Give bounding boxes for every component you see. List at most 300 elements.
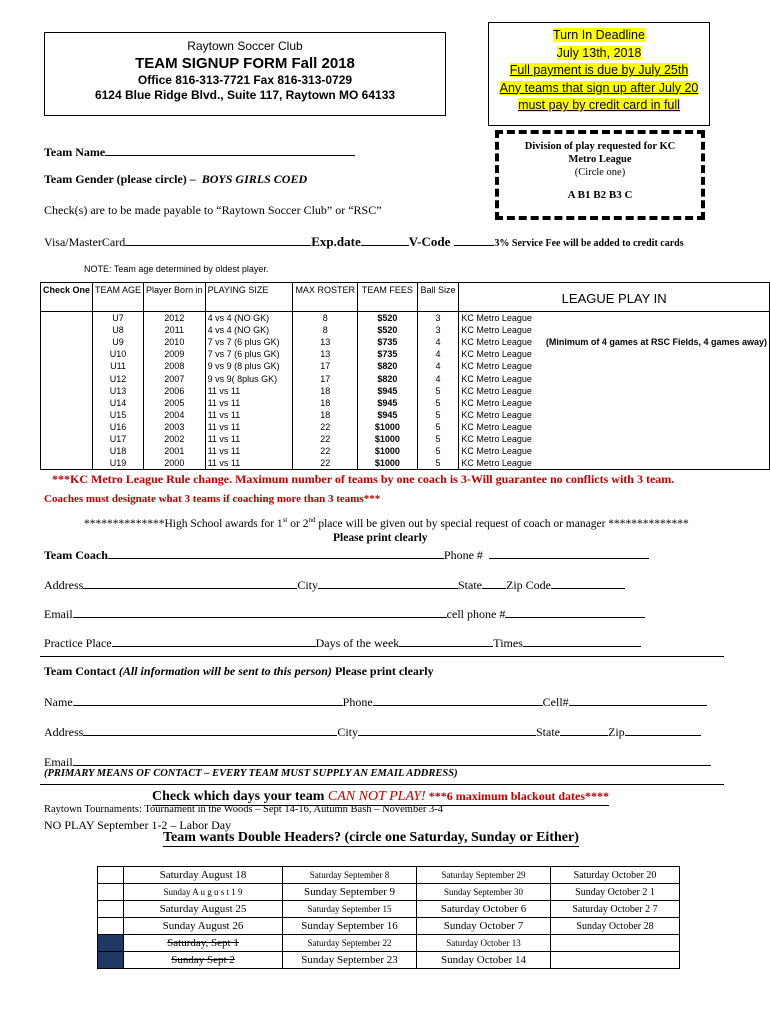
fee-cell-text: $735 <box>377 337 398 348</box>
check-cell[interactable] <box>41 397 93 409</box>
league-cell-text: KC Metro League <box>461 397 532 408</box>
date-cell[interactable] <box>551 901 680 918</box>
contact-zip-label: Zip <box>608 725 625 739</box>
playing-size-cell-text: 11 vs 11 <box>207 421 241 432</box>
contact-address-field[interactable] <box>83 723 337 736</box>
team-name-label: Team Name <box>44 145 106 159</box>
date-cell[interactable] <box>417 901 551 918</box>
ball-size-cell-text: 4 <box>435 349 441 360</box>
contact-name-field[interactable] <box>73 693 343 706</box>
times-field[interactable] <box>523 634 641 647</box>
date-cell[interactable] <box>417 952 551 969</box>
born-cell <box>144 360 206 372</box>
ball-size-cell <box>417 372 459 384</box>
ball-size-cell <box>417 445 459 457</box>
date-cell[interactable] <box>417 935 551 952</box>
fee-cell-text: $1000 <box>374 433 400 444</box>
contact-cell-label: Cell# <box>542 695 569 709</box>
date-cell[interactable] <box>283 901 417 918</box>
deadline-box <box>488 22 710 126</box>
date-cell[interactable] <box>551 884 680 901</box>
contact-cell-field[interactable] <box>569 693 707 706</box>
roster-cell <box>293 372 358 384</box>
date-cell[interactable] <box>124 952 283 969</box>
ball-size-cell <box>417 409 459 421</box>
date-checkbox <box>98 952 124 969</box>
team-age-cell-text: U17 <box>109 433 127 444</box>
exp-label: Exp.date <box>311 234 361 249</box>
date-cell[interactable] <box>417 884 551 901</box>
roster-cell <box>293 324 358 336</box>
col-player-born: Player Born in <box>144 283 206 312</box>
table-row <box>41 336 770 348</box>
born-cell-text: 2004 <box>164 409 185 420</box>
contact-name-row <box>44 693 707 710</box>
practice-label: Practice Place <box>44 636 112 650</box>
league-cell <box>459 445 770 457</box>
team-name-field[interactable] <box>105 143 355 156</box>
blackout-title-red: CAN NOT PLAY! <box>327 789 426 804</box>
checks-text: Check(s) are to be made payable to “Raytown Soccer Club” or “RSC” <box>44 203 382 217</box>
date-checkbox[interactable] <box>98 884 124 901</box>
roster-cell-text: 8 <box>322 325 328 336</box>
ball-size-cell-text: 4 <box>435 361 441 372</box>
vcode-field[interactable] <box>454 233 494 246</box>
coach-address-label: Address <box>44 578 84 592</box>
fee-cell <box>357 372 417 384</box>
fee-cell <box>357 421 417 433</box>
table-row <box>41 324 770 336</box>
coach-state-label: State <box>458 578 482 592</box>
team-age-cell <box>93 312 144 325</box>
born-cell-text: 2000 <box>164 458 185 469</box>
team-age-cell-text: U16 <box>109 421 127 432</box>
date-text: Sunday October 7 <box>443 919 524 932</box>
date-cell[interactable] <box>283 935 417 952</box>
ball-size-cell-text: 5 <box>435 397 441 408</box>
blackout-max-note: ***6 maximum blackout dates**** <box>425 789 610 803</box>
date-text: Sunday October 2 1 <box>575 886 655 898</box>
date-cell[interactable] <box>283 867 417 884</box>
col-check: Check One <box>41 283 93 312</box>
date-cell[interactable] <box>417 918 551 935</box>
double-headers-note: Team wants Double Headers? (circle one Saturday, Sunday or Either) <box>163 830 579 845</box>
ball-size-cell <box>417 397 459 409</box>
born-cell-text: 2009 <box>164 349 185 360</box>
team-age-cell-text: U9 <box>112 337 124 348</box>
born-cell <box>144 409 206 421</box>
ball-size-cell <box>417 348 459 360</box>
check-cell[interactable] <box>41 324 93 336</box>
section-divider <box>40 656 724 657</box>
league-cell <box>459 433 770 445</box>
team-age-cell <box>93 457 144 470</box>
print-clearly: Please print clearly <box>333 532 428 544</box>
division-options[interactable]: A B1 B2 B3 C <box>567 189 633 201</box>
ball-size-cell <box>417 457 459 470</box>
fee-cell-text: $820 <box>377 361 398 372</box>
league-cell <box>459 385 770 397</box>
payment-row <box>44 233 684 250</box>
league-cell-text: KC Metro League <box>461 385 532 396</box>
fee-cell-text: $945 <box>377 409 398 420</box>
table-row <box>41 348 770 360</box>
fee-cell-text: $1000 <box>374 458 400 469</box>
playing-size-cell-text: 11 vs 11 <box>207 397 241 408</box>
date-cell[interactable] <box>124 867 283 884</box>
coach-zip-field[interactable] <box>551 576 625 589</box>
league-cell <box>459 457 770 470</box>
col-team-age: TEAM AGE <box>93 283 144 312</box>
date-cell[interactable] <box>417 867 551 884</box>
roster-cell-text: 22 <box>320 421 331 432</box>
awards-note <box>84 516 689 530</box>
born-cell-text: 2007 <box>164 373 185 384</box>
playing-size-cell <box>205 336 293 348</box>
table-row <box>41 421 770 433</box>
date-text: Sunday October 14 <box>441 953 526 966</box>
fee-cell <box>357 324 417 336</box>
team-age-cell <box>93 433 144 445</box>
roster-cell-text: 18 <box>320 397 331 408</box>
playing-size-cell <box>205 324 293 336</box>
date-checkbox[interactable] <box>98 867 124 884</box>
contact-email-field[interactable] <box>73 753 711 766</box>
roster-cell <box>293 433 358 445</box>
roster-cell-text: 22 <box>320 458 331 469</box>
days-field[interactable] <box>399 634 493 647</box>
roster-cell <box>293 409 358 421</box>
born-cell <box>144 312 206 325</box>
playing-size-cell <box>205 445 293 457</box>
league-cell-text: KC Metro League <box>461 421 532 432</box>
born-cell <box>144 397 206 409</box>
contact-email-label: Email <box>44 755 73 769</box>
team-gender-label: Team Gender (please circle) – <box>44 172 196 186</box>
playing-size-cell <box>205 421 293 433</box>
fee-cell <box>357 433 417 445</box>
visa-field[interactable] <box>125 233 311 246</box>
table-row <box>41 312 770 325</box>
ball-size-cell-text: 4 <box>435 337 441 348</box>
table-row <box>41 397 770 409</box>
check-cell[interactable] <box>41 336 93 348</box>
fees-table <box>40 282 770 470</box>
roster-cell <box>293 360 358 372</box>
service-fee-note: 3% Service Fee will be added to credit cards <box>494 238 684 249</box>
col-playing-size: PLAYING SIZE <box>205 283 293 312</box>
playing-size-cell-text: 11 vs 11 <box>207 433 241 444</box>
check-cell[interactable] <box>41 457 93 470</box>
roster-cell <box>293 336 358 348</box>
practice-row <box>44 634 641 651</box>
roster-cell <box>293 457 358 470</box>
dates-row <box>98 884 680 901</box>
check-cell[interactable] <box>41 445 93 457</box>
check-cell[interactable] <box>41 348 93 360</box>
exp-field[interactable] <box>361 233 409 246</box>
league-cell-text: KC Metro League <box>461 337 532 348</box>
fee-cell-text: $735 <box>377 349 398 360</box>
date-cell[interactable] <box>124 935 283 952</box>
blackout-title-text: Check which days your team <box>152 789 328 804</box>
awards-st: st <box>282 516 288 524</box>
coach-address-row <box>44 576 625 593</box>
team-coach-field[interactable] <box>108 546 444 559</box>
contact-phone-field[interactable] <box>373 693 543 706</box>
awards-text: **************High School awards for 1 <box>84 517 283 530</box>
contact-title-row <box>44 664 434 679</box>
table-row <box>41 457 770 470</box>
date-text: Sunday Sept 2 <box>171 953 235 966</box>
roster-cell-text: 22 <box>320 433 331 444</box>
division-circle: (Circle one) <box>574 167 626 178</box>
league-cell <box>459 324 770 336</box>
born-cell <box>144 348 206 360</box>
league-cell <box>459 336 770 348</box>
date-text: Saturday August 25 <box>159 902 247 915</box>
awards-nd: nd <box>308 516 316 524</box>
table-row <box>41 385 770 397</box>
dates-row <box>98 867 680 884</box>
contact-zip-field[interactable] <box>625 723 701 736</box>
gender-options[interactable]: BOYS GIRLS COED <box>201 172 308 186</box>
date-cell[interactable] <box>551 935 680 952</box>
fee-cell <box>357 457 417 470</box>
team-age-cell-text: U11 <box>110 361 126 372</box>
born-cell <box>144 385 206 397</box>
coach-row <box>44 546 649 563</box>
league-extra-note: (Minimum of 4 games at RSC Fields, 4 games away) <box>545 337 767 348</box>
born-cell-text: 2002 <box>164 433 185 444</box>
coach-email-row <box>44 605 645 622</box>
ball-size-cell-text: 3 <box>435 313 441 324</box>
table-row <box>41 409 770 421</box>
no-play-note: NO PLAY September 1-2 – Labor Day <box>44 818 232 832</box>
fee-cell-text: $1000 <box>374 421 400 432</box>
team-age-cell <box>93 348 144 360</box>
date-cell[interactable] <box>124 918 283 935</box>
ball-size-cell-text: 5 <box>435 421 441 432</box>
office-fax: Office 816-313-7721 Fax 816-313-0729 <box>137 73 353 87</box>
contact-city-label: City <box>337 725 358 739</box>
born-cell <box>144 421 206 433</box>
league-cell <box>459 409 770 421</box>
table-row <box>41 445 770 457</box>
date-cell[interactable] <box>283 952 417 969</box>
date-cell[interactable] <box>124 901 283 918</box>
born-cell <box>144 433 206 445</box>
team-age-cell-text: U12 <box>109 373 127 384</box>
rule-note-2: Coaches must designate what 3 teams if coaching more than 3 teams*** <box>44 493 381 505</box>
team-age-cell-text: U14 <box>109 397 127 408</box>
playing-size-cell-text: 9 vs 9 (8 plus GK) <box>207 361 280 372</box>
fee-cell <box>357 445 417 457</box>
check-cell[interactable] <box>41 360 93 372</box>
date-text: Sunday September 23 <box>301 953 398 966</box>
blackout-dates-table <box>97 866 680 969</box>
playing-size-cell <box>205 372 293 384</box>
check-cell[interactable] <box>41 372 93 384</box>
coach-email-label: Email <box>44 607 73 621</box>
club-name: Raytown Soccer Club <box>187 39 303 53</box>
date-cell[interactable] <box>551 918 680 935</box>
roster-cell-text: 22 <box>320 446 331 457</box>
fee-cell <box>357 397 417 409</box>
table-row <box>41 372 770 384</box>
col-team-fees: TEAM FEES <box>357 283 417 312</box>
ball-size-cell <box>417 385 459 397</box>
born-cell-text: 2012 <box>164 313 185 324</box>
fee-cell <box>357 348 417 360</box>
league-cell <box>459 312 770 325</box>
division-box <box>495 130 705 220</box>
check-cell[interactable] <box>41 312 93 325</box>
league-cell <box>459 397 770 409</box>
coach-address-field[interactable] <box>83 576 297 589</box>
date-text: Sunday September 30 <box>444 886 523 897</box>
born-cell-text: 2001 <box>164 446 185 457</box>
division-title: Division of play requested for KC Metro League <box>524 141 676 165</box>
check-cell[interactable] <box>41 433 93 445</box>
ball-size-cell <box>417 421 459 433</box>
playing-size-cell <box>205 360 293 372</box>
date-text: Saturday October 20 <box>573 869 657 881</box>
born-cell <box>144 336 206 348</box>
playing-size-cell-text: 11 vs 11 <box>207 446 241 457</box>
date-cell[interactable] <box>283 884 417 901</box>
ball-size-cell-text: 5 <box>435 385 441 396</box>
team-age-cell-text: U8 <box>112 325 124 336</box>
col-ball-size: Ball Size <box>417 283 459 312</box>
contact-state-field[interactable] <box>560 723 608 736</box>
date-cell[interactable] <box>551 867 680 884</box>
date-cell[interactable] <box>124 884 283 901</box>
coach-state-field[interactable] <box>482 576 506 589</box>
deadline-line: Turn In Deadline <box>553 28 645 42</box>
team-age-cell <box>93 409 144 421</box>
date-cell[interactable] <box>551 952 680 969</box>
born-cell <box>144 372 206 384</box>
date-text: Saturday October 2 7 <box>572 903 658 915</box>
fee-cell <box>357 336 417 348</box>
fee-cell-text: $520 <box>377 313 398 324</box>
born-cell-text: 2008 <box>164 361 185 372</box>
date-cell[interactable] <box>283 918 417 935</box>
date-text: Sunday October 28 <box>576 920 654 932</box>
ball-size-cell-text: 5 <box>435 409 441 420</box>
coach-phone-field[interactable] <box>489 546 649 559</box>
team-age-cell-text: U7 <box>112 313 124 324</box>
playing-size-cell <box>205 457 293 470</box>
roster-cell-text: 13 <box>320 337 331 348</box>
ball-size-cell-text: 4 <box>435 373 441 384</box>
roster-cell <box>293 421 358 433</box>
playing-size-cell <box>205 312 293 325</box>
check-cell[interactable] <box>41 385 93 397</box>
dates-row <box>98 935 680 952</box>
check-cell[interactable] <box>41 421 93 433</box>
contact-city-field[interactable] <box>358 723 536 736</box>
contact-name-label: Name <box>44 695 73 709</box>
league-cell-text: KC Metro League <box>461 325 532 336</box>
ball-size-cell <box>417 360 459 372</box>
team-gender-row <box>44 172 307 187</box>
roster-cell-text: 18 <box>320 409 331 420</box>
contact-italic: (All information will be sent to this person) <box>118 664 332 678</box>
date-text: Sunday A u g u s t 1 9 <box>163 886 243 897</box>
roster-cell <box>293 445 358 457</box>
practice-field[interactable] <box>112 634 316 647</box>
ball-size-cell <box>417 312 459 325</box>
playing-size-cell <box>205 433 293 445</box>
league-cell-text: KC Metro League <box>461 433 532 444</box>
date-text: Saturday October 6 <box>440 902 527 915</box>
primary-contact-note: (PRIMARY MEANS OF CONTACT – EVERY TEAM MUST SUPPLY AN EMAIL ADDRESS) <box>44 768 458 779</box>
fee-cell-text: $1000 <box>374 446 400 457</box>
team-age-cell-text: U15 <box>109 409 127 420</box>
coach-city-label: City <box>297 578 318 592</box>
contact-phone-label: Phone <box>342 695 373 709</box>
team-age-cell <box>93 385 144 397</box>
team-coach-label: Team Coach <box>44 548 108 562</box>
team-age-cell-text: U13 <box>109 385 127 396</box>
date-text: Saturday, Sept 1 <box>167 936 239 949</box>
playing-size-cell-text: 11 vs 11 <box>207 409 241 420</box>
roster-cell-text: 18 <box>320 385 331 396</box>
date-checkbox[interactable] <box>98 901 124 918</box>
section-divider <box>40 784 724 785</box>
playing-size-cell-text: 7 vs 7 (6 plus GK) <box>207 349 280 360</box>
checks-payable <box>44 203 382 218</box>
vcode-label: V-Code <box>408 234 451 249</box>
awards-text: place will be given out by special request of coach or manager ************** <box>315 517 689 530</box>
contact-state-label: State <box>536 725 560 739</box>
ball-size-cell-text: 5 <box>435 433 441 444</box>
playing-size-cell-text: 11 vs 11 <box>207 385 241 396</box>
coach-email-field[interactable] <box>73 605 447 618</box>
fee-cell <box>357 360 417 372</box>
fee-cell-text: $520 <box>377 325 398 336</box>
roster-cell <box>293 397 358 409</box>
rule-note-1: ***KC Metro League Rule change. Maximum number of teams by one coach is 3-Will guarantee no conflicts with 3 team. <box>52 472 675 486</box>
date-text: Saturday August 18 <box>159 868 247 881</box>
team-age-cell <box>93 397 144 409</box>
league-cell <box>459 348 770 360</box>
coach-city-field[interactable] <box>318 576 458 589</box>
team-age-cell <box>93 336 144 348</box>
team-name-row <box>44 143 355 160</box>
playing-size-cell <box>205 397 293 409</box>
date-text: Saturday September 8 <box>309 869 390 880</box>
roster-cell-text: 17 <box>320 361 331 372</box>
col-league: LEAGUE PLAY IN <box>459 283 770 312</box>
check-cell[interactable] <box>41 409 93 421</box>
playing-size-cell-text: 4 vs 4 (NO GK) <box>207 325 270 336</box>
ball-size-cell <box>417 336 459 348</box>
date-text: Sunday September 9 <box>303 885 396 898</box>
date-checkbox[interactable] <box>98 918 124 935</box>
playing-size-cell <box>205 409 293 421</box>
visa-label: Visa/MasterCard <box>44 235 126 249</box>
born-cell-text: 2003 <box>164 421 185 432</box>
fee-cell <box>357 385 417 397</box>
dates-row <box>98 901 680 918</box>
league-cell-text: KC Metro League <box>461 409 532 420</box>
roster-cell <box>293 385 358 397</box>
playing-size-cell-text: 11 vs 11 <box>207 458 241 469</box>
coach-cell-field[interactable] <box>505 605 645 618</box>
